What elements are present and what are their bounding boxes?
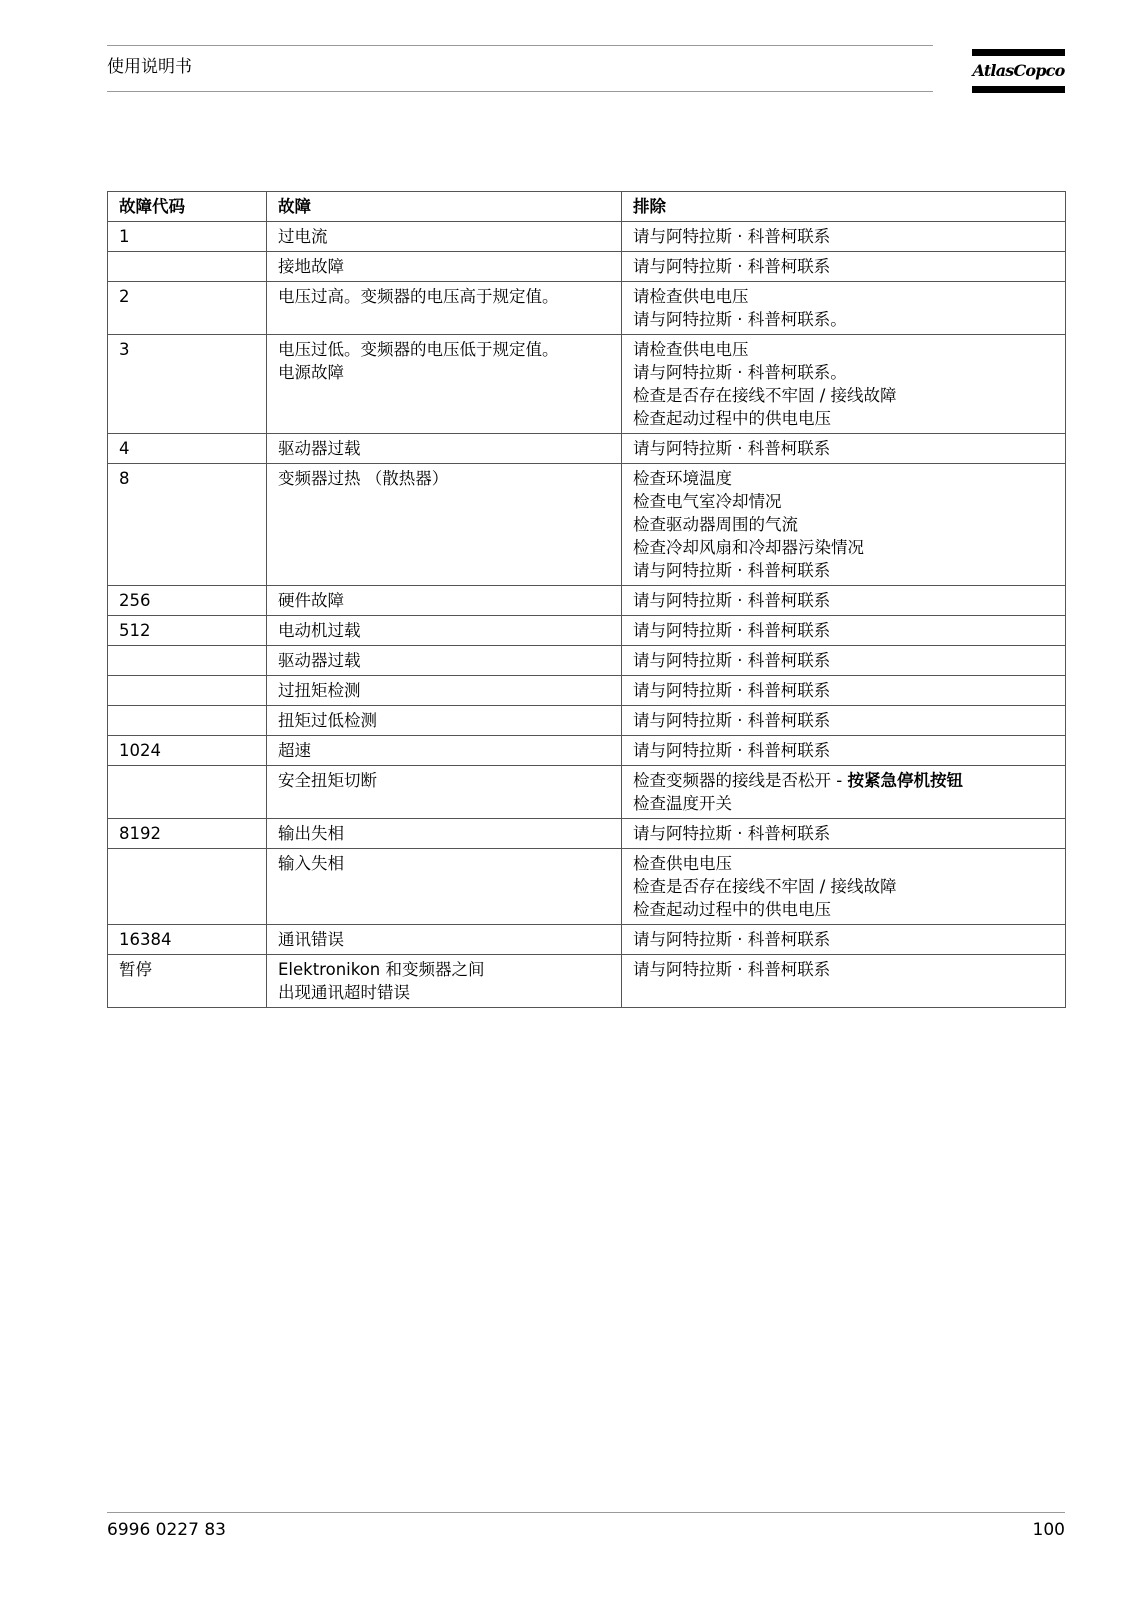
table-row (108, 586, 1066, 616)
remedy-cell (622, 706, 1066, 736)
fault-code-cell (108, 252, 267, 282)
remedy-text-line (633, 384, 1055, 407)
remedy-text-line (633, 467, 1055, 490)
remedy-text-line (633, 437, 1055, 460)
logo-bar-bottom (972, 86, 1065, 93)
fault-code-cell (108, 706, 267, 736)
fault-text-line: 输入失相 (278, 854, 344, 873)
remedy-cell (622, 925, 1066, 955)
remedy-text: 请与阿特拉斯 · 科普柯联系 (633, 824, 831, 843)
logo-wordmark: AtlasCopco (972, 61, 1065, 80)
remedy-cell (622, 464, 1066, 586)
fault-description-cell (267, 849, 622, 925)
remedy-cell (622, 955, 1066, 1008)
remedy-text-line (633, 709, 1055, 732)
remedy-text: 检查环境温度 (633, 469, 732, 488)
fault-description-cell (267, 736, 622, 766)
logo-bar-top (972, 49, 1065, 56)
fault-text-line: 硬件故障 (278, 591, 344, 610)
remedy-text-line (633, 338, 1055, 361)
remedy-text-line (633, 649, 1055, 672)
remedy-text: 请与阿特拉斯 · 科普柯联系 (633, 960, 831, 979)
remedy-text: 请与阿特拉斯 · 科普柯联系 (633, 257, 831, 276)
fault-text-line: 驱动器过载 (278, 439, 361, 458)
table-row (108, 706, 1066, 736)
fault-description-cell (267, 766, 622, 819)
table-body (108, 222, 1066, 1008)
fault-code-cell: 512 (108, 616, 267, 646)
remedy-cell (622, 676, 1066, 706)
fault-text-line: 变频器过热 （散热器） (278, 469, 449, 488)
fault-text-line: 电压过高。变频器的电压高于规定值。 (278, 287, 559, 306)
fault-code-cell (108, 646, 267, 676)
table-row (108, 819, 1066, 849)
fault-text-line: 电动机过载 (278, 621, 361, 640)
table-row (108, 252, 1066, 282)
remedy-text-line (633, 225, 1055, 248)
remedy-text-line (633, 928, 1055, 951)
document-title: 使用说明书 (107, 57, 192, 77)
remedy-text: 请与阿特拉斯 · 科普柯联系 (633, 651, 831, 670)
remedy-text: 请与阿特拉斯 · 科普柯联系 (633, 561, 831, 580)
fault-text-line: 超速 (278, 741, 311, 760)
table-row (108, 646, 1066, 676)
fault-description-cell (267, 222, 622, 252)
table-row (108, 955, 1066, 1008)
fault-description-cell (267, 646, 622, 676)
remedy-cell (622, 252, 1066, 282)
remedy-text: 请与阿特拉斯 · 科普柯联系 (633, 711, 831, 730)
fault-text-line: 扭矩过低检测 (278, 711, 377, 730)
remedy-text-line (633, 792, 1055, 815)
fault-description-cell (267, 282, 622, 335)
fault-description-cell (267, 335, 622, 434)
fault-code-cell: 3 (108, 335, 267, 434)
fault-description-cell (267, 434, 622, 464)
remedy-text-line (633, 513, 1055, 536)
table-row (108, 766, 1066, 819)
fault-description-cell (267, 464, 622, 586)
remedy-text: 请与阿特拉斯 · 科普柯联系 (633, 681, 831, 700)
fault-description-cell (267, 676, 622, 706)
remedy-text: 请检查供电电压 (633, 340, 749, 359)
column-header-remedy: 排除 (622, 192, 1066, 222)
remedy-cell (622, 819, 1066, 849)
remedy-text: 请与阿特拉斯 · 科普柯联系 (633, 591, 831, 610)
remedy-cell (622, 646, 1066, 676)
remedy-text-line (633, 769, 1055, 792)
remedy-text-line (633, 536, 1055, 559)
remedy-text-line (633, 255, 1055, 278)
header-rule-bottom (107, 91, 933, 92)
fault-text-line: Elektronikon 和变频器之间 (278, 960, 485, 979)
remedy-text: 检查起动过程中的供电电压 (633, 409, 831, 428)
remedy-text-line (633, 285, 1055, 308)
remedy-text-line (633, 361, 1055, 384)
remedy-text: 请检查供电电压 (633, 287, 749, 306)
remedy-cell (622, 736, 1066, 766)
remedy-cell (622, 849, 1066, 925)
remedy-cell (622, 766, 1066, 819)
table-header-row (108, 192, 1066, 222)
remedy-text: 检查变频器的接线是否松开 - (633, 771, 848, 790)
table-row (108, 464, 1066, 586)
fault-description-cell (267, 819, 622, 849)
fault-text-line: 过电流 (278, 227, 328, 246)
remedy-text: 请与阿特拉斯 · 科普柯联系。 (633, 363, 847, 382)
page-number: 100 (1032, 1520, 1065, 1540)
fault-text-line: 驱动器过载 (278, 651, 361, 670)
fault-text-line: 输出失相 (278, 824, 344, 843)
remedy-text: 检查冷却风扇和冷却器污染情况 (633, 538, 864, 557)
fault-description-cell (267, 706, 622, 736)
remedy-text: 检查起动过程中的供电电压 (633, 900, 831, 919)
remedy-text: 检查电气室冷却情况 (633, 492, 782, 511)
remedy-text: 请与阿特拉斯 · 科普柯联系 (633, 930, 831, 949)
remedy-cell (622, 434, 1066, 464)
fault-code-cell: 16384 (108, 925, 267, 955)
remedy-text-line (633, 739, 1055, 762)
fault-text-line: 电源故障 (278, 363, 344, 382)
table-row (108, 282, 1066, 335)
fault-text-line: 电压过低。变频器的电压低于规定值。 (278, 340, 559, 359)
header-rule-top (107, 45, 933, 46)
remedy-text-line (633, 589, 1055, 612)
column-header-code: 故障代码 (108, 192, 267, 222)
table-row (108, 616, 1066, 646)
fault-code-cell: 8192 (108, 819, 267, 849)
remedy-text-line (633, 619, 1055, 642)
fault-description-cell (267, 586, 622, 616)
fault-text-line: 安全扭矩切断 (278, 771, 377, 790)
remedy-text-line (633, 407, 1055, 430)
remedy-text-line (633, 852, 1055, 875)
fault-code-cell (108, 676, 267, 706)
table-row (108, 849, 1066, 925)
table-row (108, 925, 1066, 955)
fault-text-line: 过扭矩检测 (278, 681, 361, 700)
footer-rule (107, 1512, 1065, 1513)
remedy-text-line (633, 308, 1055, 331)
atlas-copco-logo (972, 49, 1065, 93)
fault-description-cell (267, 925, 622, 955)
fault-code-cell (108, 849, 267, 925)
table-row (108, 434, 1066, 464)
remedy-text: 请与阿特拉斯 · 科普柯联系 (633, 439, 831, 458)
remedy-emphasis-text: 按紧急停机按钮 (847, 771, 963, 790)
fault-code-cell: 2 (108, 282, 267, 335)
table-row (108, 222, 1066, 252)
remedy-text: 检查温度开关 (633, 794, 732, 813)
remedy-cell (622, 335, 1066, 434)
column-header-fault: 故障 (267, 192, 622, 222)
fault-code-table (107, 191, 1066, 1008)
fault-description-cell (267, 252, 622, 282)
remedy-text-line (633, 875, 1055, 898)
fault-code-cell: 8 (108, 464, 267, 586)
remedy-text-line (633, 958, 1055, 981)
table-row (108, 676, 1066, 706)
table-row (108, 335, 1066, 434)
document-number: 6996 0227 83 (107, 1520, 226, 1540)
remedy-text: 请与阿特拉斯 · 科普柯联系 (633, 741, 831, 760)
fault-code-cell (108, 766, 267, 819)
fault-text-line: 出现通讯超时错误 (278, 983, 410, 1002)
fault-code-cell: 1024 (108, 736, 267, 766)
fault-code-cell: 256 (108, 586, 267, 616)
remedy-cell (622, 282, 1066, 335)
fault-code-cell: 1 (108, 222, 267, 252)
remedy-text-line (633, 679, 1055, 702)
remedy-cell (622, 586, 1066, 616)
remedy-text: 请与阿特拉斯 · 科普柯联系。 (633, 310, 847, 329)
fault-text-line: 通讯错误 (278, 930, 344, 949)
remedy-text-line (633, 898, 1055, 921)
fault-description-cell (267, 955, 622, 1008)
remedy-text-line (633, 490, 1055, 513)
remedy-cell (622, 616, 1066, 646)
remedy-text: 检查是否存在接线不牢固 / 接线故障 (633, 386, 897, 405)
remedy-text: 请与阿特拉斯 · 科普柯联系 (633, 621, 831, 640)
table-row (108, 736, 1066, 766)
remedy-cell (622, 222, 1066, 252)
remedy-text-line (633, 559, 1055, 582)
remedy-text-line (633, 822, 1055, 845)
remedy-text: 请与阿特拉斯 · 科普柯联系 (633, 227, 831, 246)
fault-code-cell: 4 (108, 434, 267, 464)
fault-text-line: 接地故障 (278, 257, 344, 276)
fault-description-cell (267, 616, 622, 646)
remedy-text: 检查供电电压 (633, 854, 732, 873)
fault-code-cell: 暂停 (108, 955, 267, 1008)
remedy-text: 检查驱动器周围的气流 (633, 515, 798, 534)
remedy-text: 检查是否存在接线不牢固 / 接线故障 (633, 877, 897, 896)
